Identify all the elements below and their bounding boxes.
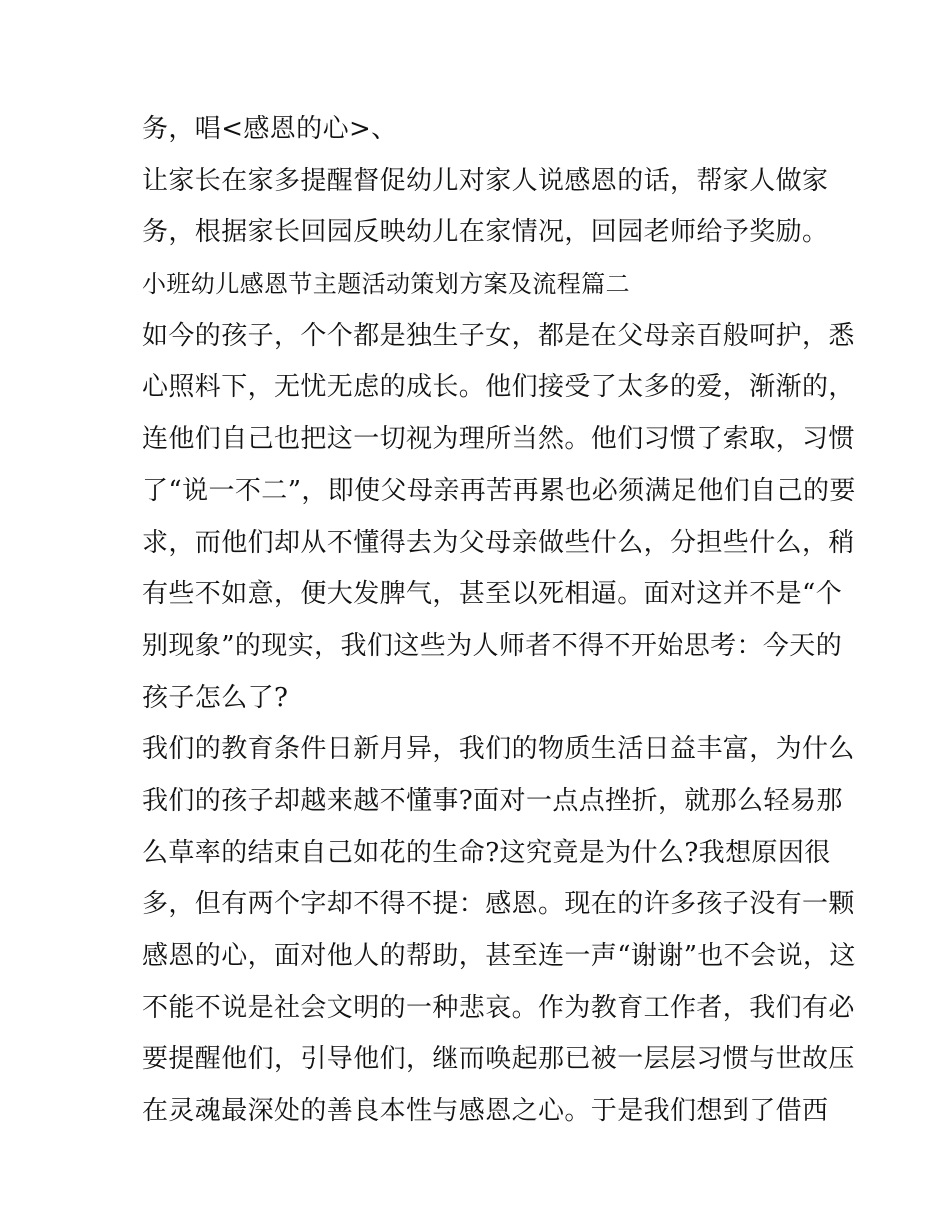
section-heading: 小班幼儿感恩节主题活动策划方案及流程篇二 bbox=[142, 270, 630, 299]
text-line: 我们的教育条件日新月异，我们的物质生活日益丰富，为什么 bbox=[142, 734, 855, 765]
text-line: 么草率的结束自己如花的生命?这究竟是为什么?我想原因很 bbox=[142, 837, 831, 868]
text-line: 要提醒他们，引导他们，继而唤起那已被一层层习惯与世故压 bbox=[142, 1044, 855, 1075]
text-line: 如今的孩子，个个都是独生子女，都是在父母亲百般呵护，悉 bbox=[142, 320, 855, 351]
document-body bbox=[142, 108, 856, 1142]
text-line: 别现象”的现实，我们这些为人师者不得不开始思考：今天的 bbox=[142, 630, 843, 661]
text-line: 多，但有两个字却不得不提：感恩。现在的许多孩子没有一颗 bbox=[142, 889, 855, 920]
text-line: 感恩的心，面对他人的帮助，甚至连一声“谢谢”也不会说，这 bbox=[142, 941, 856, 971]
text-line: 务，根据家长回园反映幼儿在家情况，回园老师给予奖励。 bbox=[142, 217, 829, 248]
text-line: 我们的孩子却越来越不懂事?面对一点点挫折，就那么轻易那 bbox=[142, 785, 843, 816]
text-line: 了“说一不二”，即使父母亲再苦再累也必须满足他们自己的要 bbox=[142, 475, 856, 506]
text-line: 不能不说是社会文明的一种悲哀。作为教育工作者，我们有必 bbox=[142, 992, 855, 1023]
text-line: 有些不如意，便大发脾气，甚至以死相逼。面对这并不是“个 bbox=[142, 579, 843, 610]
text-line: 务，唱<感恩的心>、 bbox=[142, 114, 398, 144]
text-line: 求，而他们却从不懂得去为父母亲做些什么，分担些什么，稍 bbox=[142, 527, 855, 558]
text-line: 让家长在家多提醒督促幼儿对家人说感恩的话，帮家人做家 bbox=[142, 165, 829, 196]
text-line: 连他们自己也把这一切视为理所当然。他们习惯了索取，习惯 bbox=[142, 424, 855, 455]
text-line: 在灵魂最深处的善良本性与感恩之心。于是我们想到了借西 bbox=[142, 1096, 829, 1127]
text-line: 心照料下，无忧无虑的成长。他们接受了太多的爱，渐渐的， bbox=[142, 372, 855, 403]
text-line: 孩子怎么了? bbox=[142, 682, 289, 713]
